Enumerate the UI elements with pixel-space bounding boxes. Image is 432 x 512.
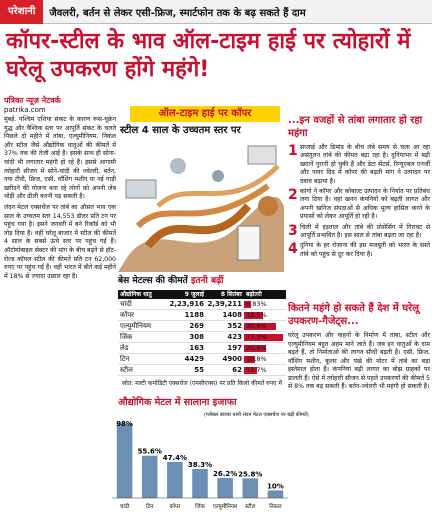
chart-category-label: कॉपर <box>169 504 181 510</box>
hero-banner: ऑल-टाइम हाई पर कॉपर <box>130 106 280 122</box>
cell-metal: स्टील <box>120 366 133 374</box>
chart-data-label: 98% <box>116 420 133 428</box>
chart-bar <box>242 478 258 498</box>
reason-text: दुनिया के हर रोजाना की इस मजबूती को भारत के सस्ते तांबे को पहुंच से दूर कर दिया है। <box>300 242 430 258</box>
change-value: 6.83% <box>246 300 267 308</box>
change-value: 37.3% <box>246 333 267 341</box>
byline-org: पत्रिका न्यूज़ नेटवर्क <box>4 96 61 105</box>
reasons-list <box>288 144 430 261</box>
table-row <box>118 343 286 354</box>
cell-metal: चांदी <box>120 300 132 308</box>
chart-bar <box>117 424 133 498</box>
cell-sep-price: 352 <box>227 322 242 330</box>
byline-site: patrika.com <box>4 106 46 114</box>
chart-category-label: टिन <box>146 504 154 510</box>
cell-change <box>244 365 286 375</box>
cell-metal: लेड <box>120 344 129 352</box>
col-header-metal: औद्योगिक धातु <box>120 291 152 298</box>
cell-change <box>244 321 286 331</box>
col-header-jul: 9 जुलाई <box>184 291 204 298</box>
reason-number: 4 <box>288 241 298 258</box>
metal-price-table <box>118 290 286 376</box>
table-row <box>118 365 286 376</box>
impact-heading: कितने महंगे हो सकते हैं देश में घरेलू उपकरण-गैजेट्स... <box>288 303 420 327</box>
cell-change <box>244 343 286 353</box>
reason-item <box>288 224 430 241</box>
chart-legend: (ग्लोबल बाजार यानी लंदन मेटल एक्सचेंज पर बढ़ी कीमतें) <box>204 412 309 418</box>
cell-sep-price: 4900 <box>222 355 242 363</box>
cell-sep-price: 1408 <box>222 311 242 319</box>
change-value: 18.5% <box>246 311 267 319</box>
chart-data-label: 47.4% <box>162 453 188 462</box>
col-header-change: बढ़ोतरी <box>246 291 262 298</box>
article-paragraph-2: लंदन मेटल एक्सचेंज पर तांबे का औसत भाव एक साल के उच्चतम स्तर 14,553 डॉलर प्रति टन पर पहुंच गया है। इसने जनवरी में बने रिकॉर्ड को भी तोड़ दिया है। वहीं घरेलू बाजार में स्टील की कीमतें 4 साल के सबसे ऊंचे स्तर पर पहुंच गई हैं। ऑटोमोबाइल सेक्टर की मांग के बीच बढ़ने से हॉट-रोल्ड कॉयल स्टील की कीमतें प्रति टन 62,000 रुपए पर पहुंच गई हैं। वहीं भारत में बीते कई महीने में 18% से ज्यादा उछाल रहा है। <box>4 203 116 280</box>
chart-bar <box>192 469 208 498</box>
reasons-heading: ...इन वजहों से तांबा लगातार हो रहा महंगा <box>288 115 423 139</box>
article-paragraph-1: मुंबई. पश्चिम एशिया संकट के कारण रूस-यूक्रेन युद्ध और वैश्विक स्तर पर आपूर्ति संकट के चलते पिछले दो महीने में तांबा, एल्युमीनियम, निकल और स्टील जैसे औद्योगिक धातुओं की कीमतें में 37% तक की तेजी आई है। इसके साथ ही सोना-चांदी भी लगातार महंगी हो रहे हैं। इससे आगामी त्योहारी सीजन में सोने-चांदी की ज्वेलरी, बर्तन, नया टीवी, फ्रिज, एसी, वॉशिंग मशीन या नई गाड़ी खरीदने की योजना बना रहे लोगों को अपनी जेब थोड़ी और ढीली करनी पड़ सकती है। <box>4 116 116 201</box>
cell-metal: कॉपर <box>120 311 135 319</box>
chart-bar <box>142 456 158 498</box>
cell-sep-price: 197 <box>227 344 242 352</box>
cell-jul-price: 2,23,916 <box>169 300 204 308</box>
byline <box>4 96 61 115</box>
cell-jul-price: 163 <box>189 344 204 352</box>
hero-subtitle: स्टील 4 साल के उच्चतम स्तर पर <box>120 125 241 136</box>
change-value: 30.9% <box>246 322 267 330</box>
section-tag: परेशानी <box>0 0 43 24</box>
cell-change <box>244 354 286 364</box>
chart-category-label: एल्युमीनियम <box>212 504 238 510</box>
chart-data-label: 10% <box>267 482 284 491</box>
cell-change <box>244 310 286 320</box>
table-source-note: स्रोत: मल्टी कमोडिटी एक्सचेंज (एमसीएक्स) पर प्रति किलो कीमतें रुपए में <box>122 380 282 387</box>
chart-data-label: 25.8% <box>238 470 263 479</box>
table-row <box>118 332 286 343</box>
reason-item <box>288 242 430 259</box>
bottom-chart-title: औद्योगिक मेटल में सालाना इजाफा <box>118 397 237 408</box>
headline: कॉपर-स्टील के भाव ऑल-टाइम हाई पर त्योहारों में घरेलू उपकरण होंगे महंगे! <box>6 29 411 82</box>
top-banner <box>0 0 432 24</box>
cell-jul-price: 1188 <box>184 311 204 319</box>
reason-text: सप्लाई और डिमांड के बीच लंबे समय से चला आ रहा असंतुलन तांबे की कीमत बढ़ा रहा है। दुनियाभर में बढ़ी खदानें पुरानी हो चुकी हैं और डेटा सेंटर्स, रिन्यूएबल एनर्जी और पावर ग्रिड में कॉपर की बढ़ती मांग ने उत्पादन पर दबाव बढ़ाया है। <box>300 144 430 185</box>
chart-data-label: 26.2% <box>212 470 238 479</box>
cell-change <box>244 332 286 342</box>
chart-bar <box>167 462 183 498</box>
cell-jul-price: 308 <box>189 333 204 341</box>
cell-metal: एल्युमीनियम <box>120 322 152 330</box>
cell-jul-price: 55 <box>194 366 204 374</box>
table-row <box>118 299 286 310</box>
chart-category-label: चांदी <box>119 504 130 510</box>
cell-sep-price: 62 <box>232 366 242 374</box>
table-row <box>118 321 286 332</box>
change-value: 10.8% <box>246 355 267 363</box>
impact-body: घरेलू उपकरण और वाहनों के निर्माण में तांबा, स्टील और एल्युमीनियम बहुत अहम माने जाते हैं। जब इन धातुओं के दाम बढ़ते हैं, तो निर्माताओं की लागत सीधी बढ़ती है। एसी, फ्रिज, वॉशिंग मशीन, कूलर और पंखे की मोटर में तांबे का बड़ा इस्तेमाल होता है। कंपनियां बढ़ी लागत का बोझ ग्राहकों पर डालती हैं। ऐसे में त्योहारी सीजन से पहले उपकरणों की कीमतें 5 से 8% तक बढ़ सकती हैं। बर्तन-ज्वेलरी भी महंगी हो सकती हैं। <box>288 332 430 390</box>
chart-category-label: जिंक <box>195 504 205 510</box>
chart-category-label: स्टील <box>245 504 256 510</box>
annual-increase-chart <box>112 408 309 512</box>
col-header-sep: 8 सितंबर <box>220 291 242 298</box>
table-body <box>118 299 286 376</box>
table-row <box>118 354 286 365</box>
cell-change <box>244 299 286 309</box>
cell-jul-price: 4429 <box>184 355 204 363</box>
cell-jul-price: 269 <box>189 322 204 330</box>
table-header <box>118 290 286 299</box>
change-value: 12.7% <box>246 366 267 374</box>
cell-sep-price: 423 <box>227 333 242 341</box>
reason-number: 2 <box>288 187 298 204</box>
chart-category-label: निकल <box>269 504 282 510</box>
cell-metal: टिन <box>120 355 130 363</box>
reason-text: चिली में हड़ताल और तांबे की प्रोसेसिंग में गिरावट से आपूर्ति प्रभावित है। इस साल से तांबा बढ़ता जा रहा है। <box>300 223 430 240</box>
cell-sep-price: 2,39,211 <box>207 300 242 308</box>
article-column <box>4 116 116 283</box>
reason-text: कांगो ने कॉपर और कोबाल्ट उत्पादन के निर्यात पर प्रतिबंध लगा दिया है। वहां खनन कंपनियों को बढ़ती लागत और अपनी खनिज संपदाओं से अधिक मूल्य हासिल करने के प्रयासों को लेकर आपूर्ति हो रही है। <box>300 188 430 221</box>
chart-data-label: 55.6% <box>137 447 162 456</box>
hero-illustration <box>118 106 284 272</box>
table-title <box>118 276 286 287</box>
reason-item <box>288 188 430 222</box>
cell-metal: जिंक <box>120 333 133 341</box>
chart-data-label: 38.3% <box>187 460 213 469</box>
table-row <box>118 310 286 321</box>
reason-item <box>288 144 430 186</box>
kicker-text: जैवलरी, बर्तन से लेकर एसी-फ्रिज, स्मार्टफोन तक के बढ़ सकते हैं दाम <box>49 7 306 19</box>
chart-bar <box>217 478 233 498</box>
change-value: 20.8% <box>246 344 267 352</box>
chart-bar <box>268 490 284 498</box>
reason-number: 1 <box>288 143 298 159</box>
table-title-b: इतनी बढ़ीं <box>190 276 224 286</box>
table-title-a: बेस मेटल्स की कीमतें <box>118 276 191 286</box>
reason-number: 3 <box>288 222 298 239</box>
